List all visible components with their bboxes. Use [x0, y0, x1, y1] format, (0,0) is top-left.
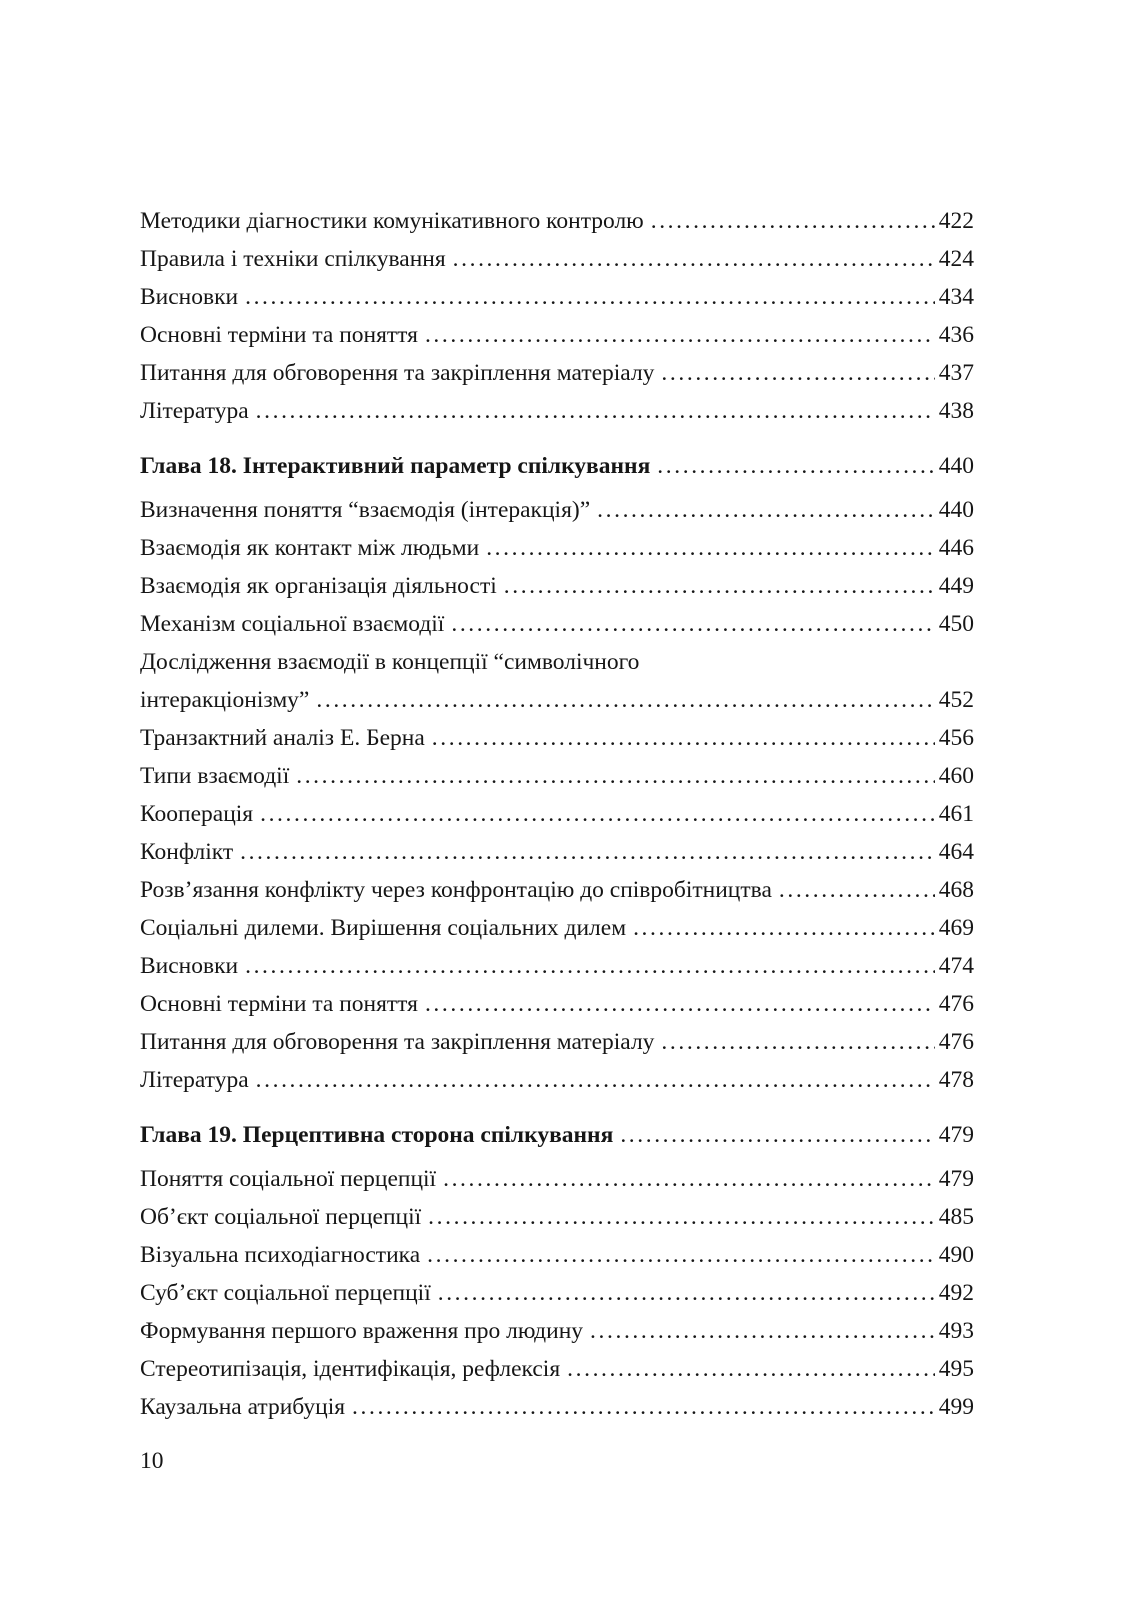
toc-entry-label: Механізм соціальної взаємодії: [140, 611, 445, 637]
toc-leader-dots: [560, 1350, 935, 1388]
toc-entry: [140, 354, 974, 392]
toc-entry: [140, 909, 974, 947]
toc-leader-dots: [431, 1274, 935, 1312]
toc-leader-dots: [613, 1116, 934, 1154]
toc-entry-label: Взаємодія як контакт між людьми: [140, 535, 480, 561]
toc-entry-label: Висновки: [140, 953, 239, 979]
toc-entry-page: 461: [938, 801, 974, 827]
toc-entry-label: Визначення поняття “взаємодія (інтеракція)”: [140, 497, 591, 523]
toc-entry-label: інтеракціонізму”: [140, 687, 310, 713]
toc-entry: [140, 719, 974, 757]
toc-entry: [140, 1236, 974, 1274]
toc-leader-dots: [444, 605, 934, 643]
toc-entry: [140, 833, 974, 871]
toc-entry-page: 452: [938, 687, 974, 713]
toc-leader-dots: [309, 681, 934, 719]
toc-entry: [140, 1198, 974, 1236]
toc-leader-dots: [479, 529, 935, 567]
toc-leader-dots: [238, 278, 935, 316]
toc-entry-label: Стереотипізація, ідентифікація, рефлексія: [140, 1356, 561, 1382]
toc-leader-dots: [345, 1388, 935, 1426]
toc-entry-label: Література: [140, 1067, 249, 1093]
toc-entry-label: Об’єкт соціальної перцепції: [140, 1204, 422, 1230]
toc-entry-page: 490: [938, 1242, 974, 1268]
toc-leader-dots: [249, 392, 935, 430]
toc-leader-dots: [497, 567, 935, 605]
toc-leader-dots: [650, 447, 934, 485]
toc-entry: [140, 871, 974, 909]
toc-entry-label: Поняття соціальної перцепції: [140, 1166, 437, 1192]
toc-entry-page: 469: [938, 915, 974, 941]
toc-entry-page: 479: [938, 1166, 974, 1192]
toc-leader-dots: [425, 719, 935, 757]
toc-leader-dots: [654, 1023, 934, 1061]
toc-entry-page: 440: [938, 453, 974, 479]
toc-entry-label: Глава 19. Перцептивна сторона спілкування: [140, 1122, 614, 1148]
toc-entry-label: Глава 18. Інтерактивний параметр спілкування: [140, 453, 651, 479]
toc-entry: [140, 491, 974, 529]
toc-entry-page: 478: [938, 1067, 974, 1093]
toc-leader-dots: [626, 909, 935, 947]
toc-entry-label: Типи взаємодії: [140, 763, 290, 789]
toc-entry: [140, 1388, 974, 1426]
toc-leader-dots: [249, 1061, 935, 1099]
toc-entry-label: Суб’єкт соціальної перцепції: [140, 1280, 431, 1306]
toc-leader-dots: [289, 757, 935, 795]
toc-entry-label: Питання для обговорення та закріплення матеріалу: [140, 360, 655, 386]
toc-entry-page: 493: [938, 1318, 974, 1344]
toc-entry-page: 440: [938, 497, 974, 523]
toc-entry-label: Основні терміни та поняття: [140, 322, 418, 348]
toc-entry-label: Каузальна атрибуція: [140, 1394, 346, 1420]
toc-entry-page: 495: [938, 1356, 974, 1382]
toc-entry-label: Розв’язання конфлікту через конфронтацію до співробітництва: [140, 877, 772, 903]
toc-entry: [140, 1023, 974, 1061]
toc-entry: [140, 392, 974, 430]
toc-entry-page: 476: [938, 991, 974, 1017]
toc-leader-dots: [590, 491, 935, 529]
toc-entry-label: Література: [140, 398, 249, 424]
toc-entry: [140, 947, 974, 985]
toc-entry-page: 479: [938, 1122, 974, 1148]
toc-leader-dots: [644, 202, 935, 240]
toc-entry-page: 450: [938, 611, 974, 637]
toc-leader-dots: [233, 833, 935, 871]
toc-leader-dots: [418, 316, 935, 354]
toc-entry: [140, 795, 974, 833]
toc-entry-page: 476: [938, 1029, 974, 1055]
toc-entry-page: 424: [938, 246, 974, 272]
toc-entry: [140, 1274, 974, 1312]
toc-leader-dots: [418, 985, 935, 1023]
toc-entry-page: 468: [938, 877, 974, 903]
toc-entry-label: Дослідження взаємодії в концепції “символічного: [140, 649, 640, 675]
toc-entry: [140, 1160, 974, 1198]
toc-leader-dots: [421, 1198, 935, 1236]
toc-entry-label: Кооперація: [140, 801, 254, 827]
toc-entry: [140, 681, 974, 719]
toc-entry-label: Правила і техніки спілкування: [140, 246, 446, 272]
toc-entry-label: Методики діагностики комунікативного контролю: [140, 208, 644, 234]
toc-leader-dots: [654, 354, 934, 392]
toc-entry-label: Соціальні дилеми. Вирішення соціальних дилем: [140, 915, 627, 941]
toc-entry-label: Основні терміни та поняття: [140, 991, 418, 1017]
toc-entry-page: 474: [938, 953, 974, 979]
toc-entry: [140, 529, 974, 567]
toc-entry-page: 499: [938, 1394, 974, 1420]
toc-entry: [140, 1312, 974, 1350]
page-number: 10: [140, 1448, 164, 1474]
toc-leader-dots: [238, 947, 935, 985]
toc-entry: [140, 643, 974, 681]
toc-entry-page: 460: [938, 763, 974, 789]
toc-leader-dots: [772, 871, 935, 909]
toc-entry-page: 434: [938, 284, 974, 310]
toc-entry: [140, 316, 974, 354]
toc-entry-label: Конфлікт: [140, 839, 234, 865]
toc-entry-page: 446: [938, 535, 974, 561]
toc-entry-label: Транзактний аналіз Е. Берна: [140, 725, 425, 751]
toc-entry: [140, 202, 974, 240]
toc-entry-page: 437: [938, 360, 974, 386]
toc-entry-page: 464: [938, 839, 974, 865]
toc-entry-page: 436: [938, 322, 974, 348]
toc-leader-dots: [420, 1236, 935, 1274]
toc-chapter-entry: [140, 447, 974, 485]
toc-entry: [140, 985, 974, 1023]
toc-entry: [140, 757, 974, 795]
toc-entry-label: Формування першого враження про людину: [140, 1318, 584, 1344]
toc-entry: [140, 605, 974, 643]
toc-entry: [140, 567, 974, 605]
toc-entry-label: Висновки: [140, 284, 239, 310]
toc-entry-label: Візуальна психодіагностика: [140, 1242, 421, 1268]
toc-leader-dots: [253, 795, 935, 833]
toc-entry-page: 485: [938, 1204, 974, 1230]
toc-leader-dots: [446, 240, 935, 278]
toc-entry: [140, 1061, 974, 1099]
toc-entry-page: 456: [938, 725, 974, 751]
toc-entry-page: 492: [938, 1280, 974, 1306]
toc-entry: [140, 278, 974, 316]
toc-leader-dots: [436, 1160, 935, 1198]
toc-entry-page: 449: [938, 573, 974, 599]
toc-entry: [140, 240, 974, 278]
toc-leader-dots: [583, 1312, 935, 1350]
toc-entry: [140, 1350, 974, 1388]
toc-entry-page: 438: [938, 398, 974, 424]
toc-entry-label: Питання для обговорення та закріплення матеріалу: [140, 1029, 655, 1055]
toc-list: [140, 202, 974, 1426]
toc-chapter-entry: [140, 1116, 974, 1154]
toc-entry-page: 422: [938, 208, 974, 234]
toc-entry-label: Взаємодія як організація діяльності: [140, 573, 497, 599]
